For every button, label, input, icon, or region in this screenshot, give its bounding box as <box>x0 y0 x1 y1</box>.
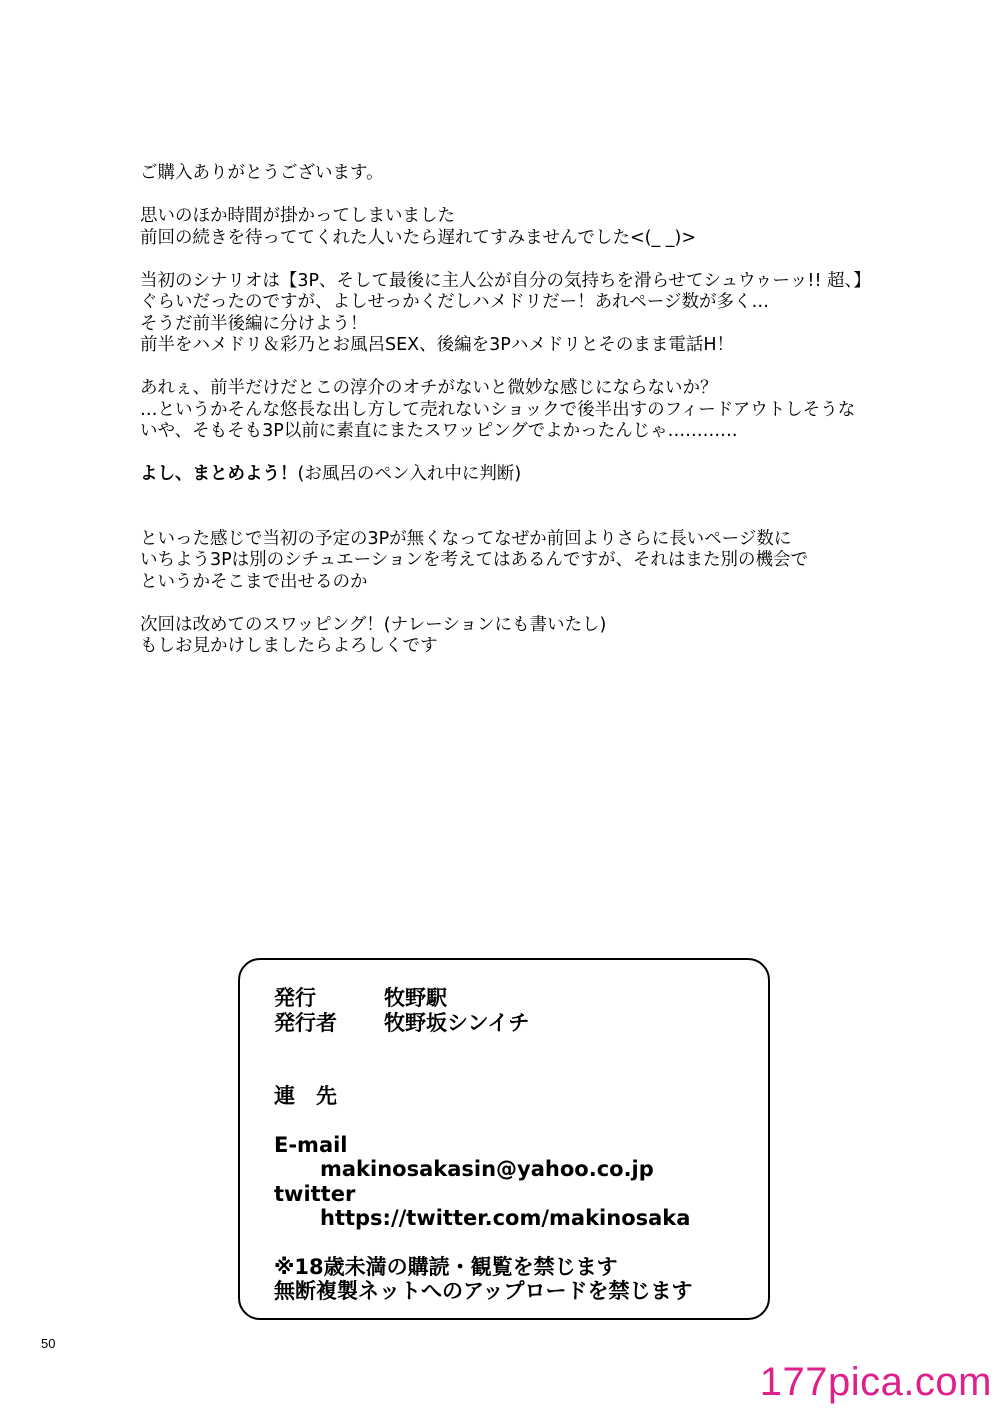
afterword-paragraph <box>140 464 960 486</box>
contact-label: 連 先 <box>274 1084 337 1108</box>
afterword-paragraph <box>140 378 960 443</box>
publisher-row <box>274 986 693 1011</box>
afterword-phrase: (お風呂のペン入れ中に判断) <box>297 464 522 484</box>
afterword-line: …というかそんな悠長な出し方して売れないショックで後半出すのフィードアウトしそうな <box>140 399 856 420</box>
afterword-bold-phrase: よし、まとめよう！ <box>140 464 298 484</box>
afterword-line: 当初のシナリオは【3P、そして最後に主人公が自分の気持ちを滑らせてシュウゥーッ!! 超、】 <box>140 270 871 291</box>
email-label: E-mail <box>274 1132 348 1157</box>
afterword-line: 前半をハメドリ＆彩乃とお風呂SEX、後編を3Pハメドリとそのまま電話H！ <box>140 335 734 355</box>
afterword-line: そうだ前半後編に分けよう！ <box>140 313 368 334</box>
page-number: 50 <box>41 1336 56 1351</box>
afterword-paragraph <box>140 163 960 185</box>
afterword-line: もしお見かけしましたらよろしくです <box>140 636 438 656</box>
twitter-url-link[interactable]: https://twitter.com/makinosaka <box>320 1206 691 1230</box>
publisher-label: 発行 <box>274 986 316 1010</box>
afterword-line: ぐらいだったのですが、よしせっかくだしハメドリだー！あれページ数が多く… <box>140 292 769 312</box>
afterword-line: いちよう3Pは別のシチュエーションを考えてはあるんですが、それはまた別の機会で <box>140 550 808 570</box>
afterword-paragraph <box>140 529 960 594</box>
issuer-value: 牧野坂シンイチ <box>384 1010 530 1035</box>
issuer-row <box>274 1011 693 1036</box>
afterword-line: ご購入ありがとうございます。 <box>140 163 384 183</box>
spacer <box>274 1231 693 1255</box>
spacer <box>274 1109 693 1133</box>
afterword-text <box>140 163 960 679</box>
reproduction-notice: 無断複製ネットへのアップロードを禁じます <box>274 1279 693 1303</box>
colophon-content <box>274 986 693 1304</box>
email-address-link[interactable]: makinosakasin@yahoo.co.jp <box>320 1157 654 1181</box>
afterword-line: 前回の続きを待っててくれた人いたら遅れてすみませんでした<(_ _)> <box>140 227 697 248</box>
afterword-line: というかそこまで出せるのか <box>140 571 368 592</box>
issuer-label: 発行者 <box>274 1010 337 1035</box>
afterword-line: 思いのほか時間が掛かってしまいました <box>140 206 455 226</box>
afterword-line <box>140 464 960 486</box>
site-watermark: 177pica.com <box>759 1360 992 1404</box>
age-restriction-notice: ※18歳未満の購読・観覧を禁じます <box>274 1254 618 1279</box>
afterword-paragraph <box>140 271 960 357</box>
afterword-line: 次回は改めてのスワッピング！(ナレーションにも書いたし) <box>140 614 607 635</box>
afterword-paragraph <box>140 615 960 658</box>
afterword-line: いや、そもそも3P以前に素直にまたスワッピングでよかったんじゃ………… <box>140 421 738 441</box>
spacer <box>274 1035 693 1084</box>
publisher-value: 牧野駅 <box>384 986 447 1010</box>
afterword-paragraph <box>140 206 960 249</box>
colophon-box <box>238 958 770 1320</box>
afterword-line: といった感じで当初の予定の3Pが無くなってなぜか前回よりさらに長いページ数に <box>140 528 792 549</box>
afterword-line: あれぇ、前半だけだとこの淳介のオチがないと微妙な感じにならないか？ <box>140 378 718 398</box>
twitter-label: twitter <box>274 1181 356 1206</box>
